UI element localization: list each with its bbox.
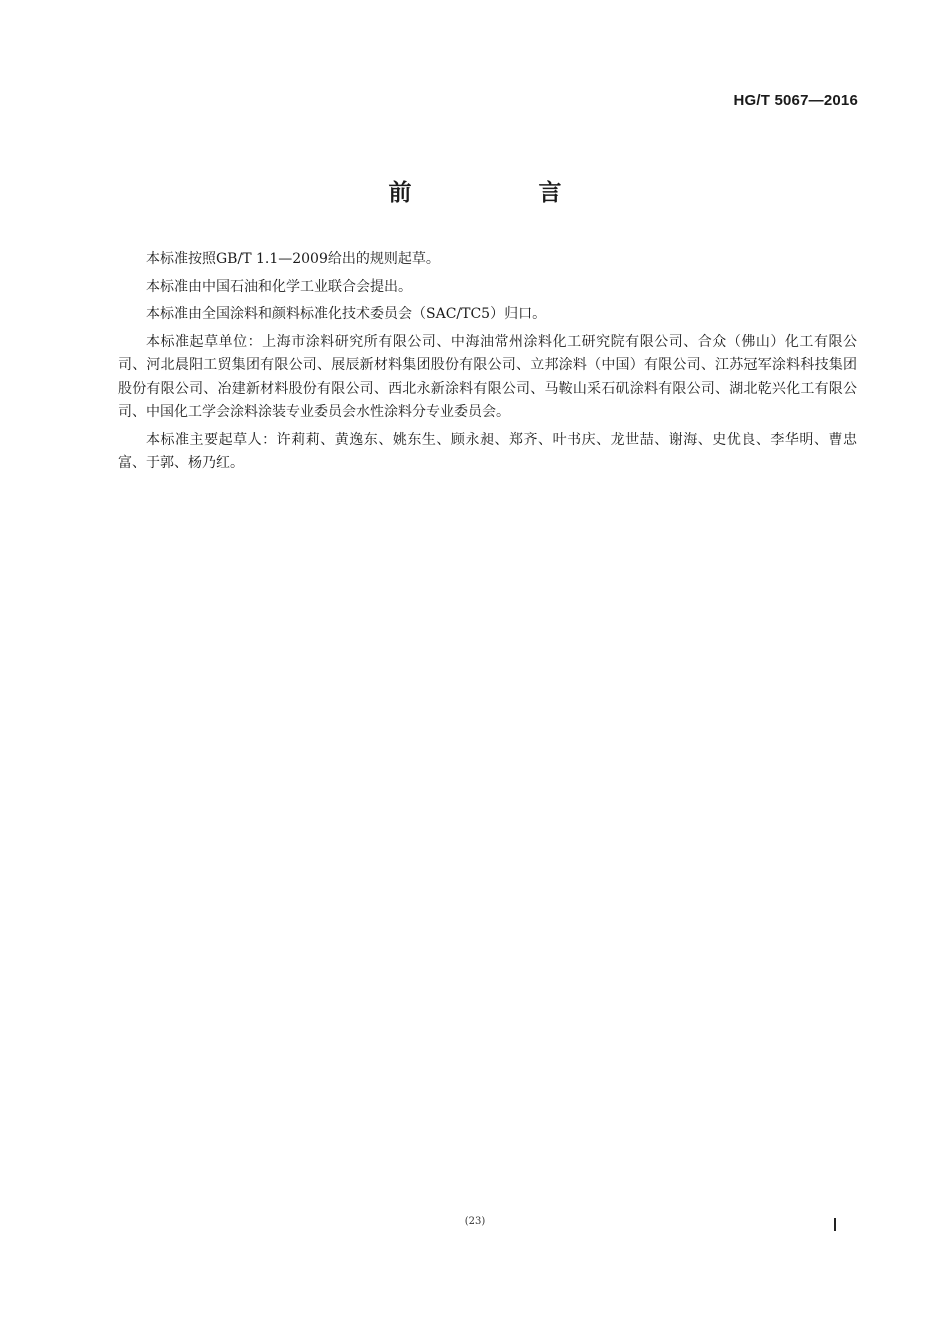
page-title: 前 言 [388,180,614,206]
paragraph-drafters: 本标准主要起草人：许莉莉、黄逸东、姚东生、顾永昶、郑齐、叶书庆、龙世喆、谢海、史优良、李华明、曹忠富、于郭、杨乃红。 [118,431,857,471]
paragraph-drafting-rules: 本标准按照GB/T 1.1—2009给出的规则起草。 [146,251,440,267]
standard-code: HG/T 5067—2016 [733,92,858,109]
paragraph-drafting-units: 本标准起草单位：上海市涂料研究所有限公司、中海油常州涂料化工研究院有限公司、合众（佛山）化工有限公司、河北晨阳工贸集团有限公司、展辰新材料集团股份有限公司、立邦涂料（中国）有限公司、江苏冠军涂料科技集团股份有限公司、冶建新材料股份有限公司、西北永新涂料有限公司、马鞍山采石矶涂料有限公司、湖北乾兴化工有限公司、中国化工学会涂料涂装专业委员会水性涂料分专业委员会。 [118,333,857,420]
margin-mark [834,1218,836,1231]
paragraph-technical-committee: 本标准由全国涂料和颜料标准化技术委员会（SAC/TC5）归口。 [146,306,547,322]
paragraph-proposer: 本标准由中国石油和化学工业联合会提出。 [146,278,412,295]
page-number: (23) [464,1216,486,1227]
foreword-body [118,248,857,480]
